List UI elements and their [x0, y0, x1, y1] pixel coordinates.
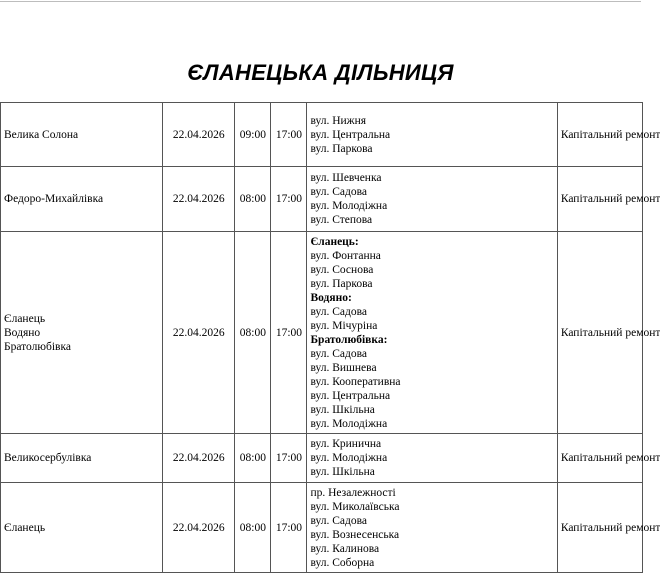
street-item: вул. Кооперативна	[310, 375, 401, 388]
table-row	[1, 483, 643, 573]
street-item: вул. Шкільна	[310, 403, 375, 416]
cell-streets	[307, 232, 557, 434]
street-item: вул. Центральна	[310, 128, 391, 141]
cell-work-type: Капітальний ремонт	[557, 232, 642, 434]
street-item: вул. Нижня	[310, 114, 367, 127]
location-name: Єланець	[4, 521, 46, 534]
cell-start-time: 08:00	[235, 232, 271, 434]
cell-end-time: 17:00	[271, 103, 307, 167]
cell-start-time: 08:00	[235, 483, 271, 573]
cell-location	[1, 167, 163, 232]
cell-date: 22.04.2026	[163, 483, 235, 573]
street-item: вул. Молодіжна	[310, 200, 388, 212]
street-item: вул. Садова	[310, 186, 367, 198]
street-item: вул. Центральна	[310, 389, 391, 402]
cell-date: 22.04.2026	[163, 232, 235, 434]
street-item: пр. Незалежності	[310, 486, 396, 499]
cell-streets	[307, 167, 557, 232]
schedule-body	[1, 103, 660, 573]
street-item: вул. Вознесенська	[310, 528, 400, 541]
cell-location	[1, 103, 163, 167]
street-item: вул. Соборна	[310, 556, 375, 569]
street-item: вул. Миколаївська	[310, 500, 400, 513]
street-item: вул. Фонтанна	[310, 249, 381, 262]
street-item: вул. Кринична	[310, 438, 382, 450]
settlement-group-label: Єланець:	[310, 235, 359, 248]
street-item: вул. Соснова	[310, 263, 374, 276]
street-item: вул. Молодіжна	[310, 417, 388, 430]
cell-streets	[307, 483, 557, 573]
cell-work-type: Капітальний ремонт	[557, 167, 642, 232]
cell-date: 22.04.2026	[163, 167, 235, 232]
street-item: вул. Шевченка	[310, 172, 382, 184]
cell-date: 22.04.2026	[163, 103, 235, 167]
cell-start-time: 09:00	[235, 103, 271, 167]
street-item: вул. Паркова	[310, 142, 373, 155]
cell-end-time: 17:00	[271, 167, 307, 232]
table-row	[1, 167, 643, 232]
street-item: вул. Садова	[310, 305, 367, 318]
cell-end-time: 17:00	[271, 434, 307, 483]
location-name: Велика Солона	[4, 128, 79, 141]
cell-streets	[307, 103, 557, 167]
street-item: вул. Мічуріна	[310, 319, 378, 332]
cell-location	[1, 232, 163, 434]
location-name: Єланець	[4, 312, 46, 325]
cell-end-time: 17:00	[271, 232, 307, 434]
table-row	[1, 434, 643, 483]
cell-work-type: Капітальний ремонт	[557, 483, 642, 573]
cell-start-time: 08:00	[235, 434, 271, 483]
cell-date: 22.04.2026	[163, 434, 235, 483]
cell-end-time: 17:00	[271, 483, 307, 573]
street-item: вул. Шкільна	[310, 466, 375, 478]
cell-location	[1, 434, 163, 483]
cell-location	[1, 483, 163, 573]
table-row	[1, 232, 643, 434]
street-item: вул. Садова	[310, 514, 367, 527]
table-row	[1, 103, 643, 167]
outage-schedule-table	[0, 102, 660, 573]
cell-streets	[307, 434, 557, 483]
location-name: Братолюбівка	[4, 340, 71, 353]
street-item: вул. Садова	[310, 347, 367, 360]
street-item: вул. Молодіжна	[310, 452, 388, 464]
cell-work-type: Капітальний ремонт	[557, 434, 642, 483]
street-item: вул. Вишнева	[310, 361, 377, 374]
street-item: вул. Калинова	[310, 542, 380, 555]
top-divider	[0, 1, 641, 2]
settlement-group-label: Братолюбівка:	[310, 333, 388, 346]
cell-start-time: 08:00	[235, 167, 271, 232]
street-item: вул. Степова	[310, 214, 373, 226]
location-name: Великосербулівка	[4, 452, 92, 464]
cell-work-type: Капітальний ремонт	[557, 103, 642, 167]
location-name: Федоро-Михайлівка	[4, 193, 104, 205]
settlement-group-label: Водяно:	[310, 291, 352, 304]
location-name: Водяно	[4, 326, 41, 339]
street-item: вул. Паркова	[310, 277, 373, 290]
page-title: ЄЛАНЕЦЬКА ДІЛЬНИЦЯ	[187, 60, 454, 85]
